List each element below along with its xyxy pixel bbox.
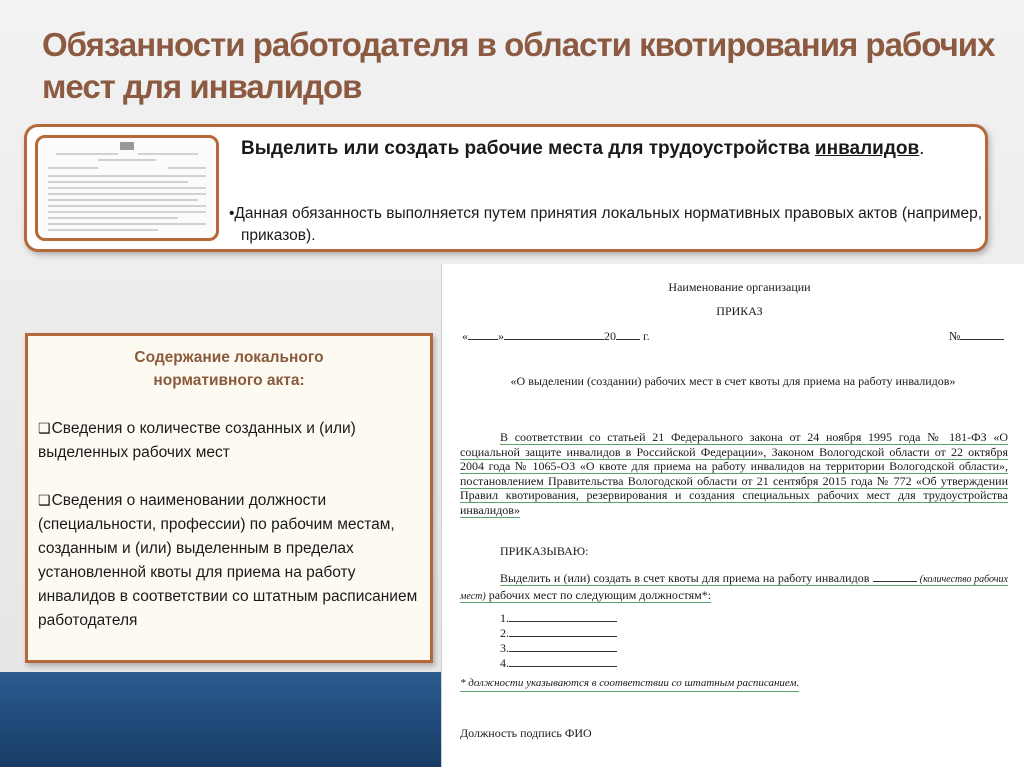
act-content-item: ❑Сведения о количестве созданных и (или) выделенных рабочих мест [38, 420, 356, 461]
slide-title: Обязанности работодателя в области квотирования рабочих мест для инвалидов [42, 26, 995, 105]
document-thumbnail [35, 135, 219, 241]
doc-signature: Должность подпись ФИО [460, 726, 592, 740]
checkbox-bullet-icon: ❑ [38, 492, 51, 508]
doc-order-word: ПРИКАЗЫВАЮ: [500, 544, 589, 558]
doc-subject: «О выделении (создании) рабочих мест в счет квоты для приема на работу инвалидов» [510, 374, 956, 388]
doc-order-text: Выделить и (или) создать в счет квоты для приема на работу инвалидов (количество рабочих мест) рабочих мест по следующим должностям*: [460, 571, 1008, 602]
doc-number: № [949, 328, 1004, 344]
doc-basis: В соответствии со статьей 21 Федерального закона от 24 ноября 1995 года № 181-ФЗ «О социальной защите инвалидов в Российской Федерации», Законом Вологодской области от 22 октября 2004 года № 1065-ОЗ «О квоте для приема на работу инвалидов на территории Вологодской области», постановлением Правительства Вологодской области от 21 сентября 2015 года № 772 «Об утверждении Правил квотирования, резервирования и создания специальных рабочих мест для трудоустройства инвалидов» [460, 430, 1008, 517]
doc-position-line: 4. [500, 655, 617, 671]
duty-bullet-text: •Данная обязанность выполняется путем принятия локальных нормативных правовых актов (например, приказов). [229, 205, 983, 244]
act-content-box [25, 333, 433, 663]
doc-position-line: 1. [500, 610, 617, 626]
doc-position-line: 2. [500, 625, 617, 641]
doc-date-line: « » 20 г. [462, 329, 650, 343]
checkbox-bullet-icon: ❑ [38, 420, 51, 436]
order-document-sample [441, 264, 1024, 767]
doc-type: ПРИКАЗ [716, 304, 763, 318]
org-name: Наименование организации [668, 280, 811, 294]
act-content-item: ❑Сведения о наименовании должности (специальности, профессии) по рабочим местам, созданным и (или) выделенным в пределах установленной квоты для приема на работу инвалидов в соответствии со штатным расписанием работодателя [38, 492, 418, 629]
duty-callout-box [24, 124, 988, 252]
doc-position-line: 3. [500, 640, 617, 656]
doc-footnote: * должности указываются в соответствии со штатным расписанием. [460, 676, 799, 692]
act-content-heading: Содержание локального нормативного акта: [134, 349, 324, 389]
duty-heading: Выделить или создать рабочие места для трудоустройства инвалидов. [241, 138, 925, 159]
